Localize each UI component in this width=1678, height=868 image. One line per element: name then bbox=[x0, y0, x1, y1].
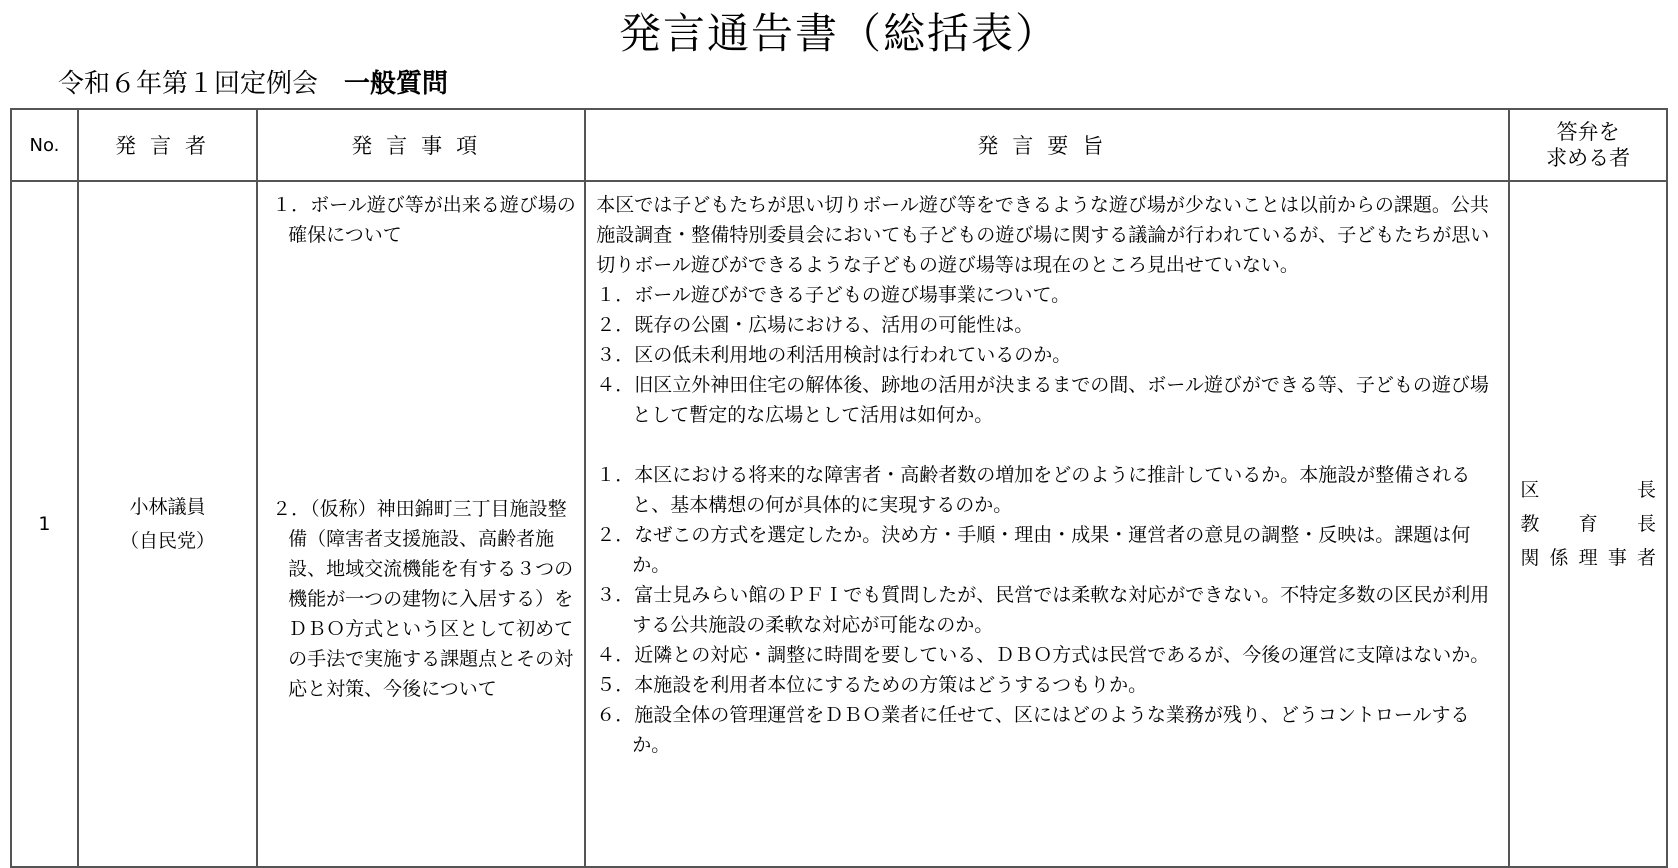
speaker-name: 小林議員 bbox=[129, 496, 206, 518]
header-row bbox=[11, 109, 1667, 181]
summary-point: ４．旧区立外神田住宅の解体後、跡地の活用が決まるまでの間、ボール遊びができる等、子どもの遊び場として暫定的な広場として活用は如何か。 bbox=[596, 374, 1489, 426]
summary-cell bbox=[585, 181, 1509, 867]
notice-table bbox=[10, 108, 1668, 868]
header-summary: 発言要旨 bbox=[585, 109, 1509, 181]
header-no: No. bbox=[11, 109, 78, 181]
summary-point: ２．なぜこの方式を選定したか。決め方・手順・理由・成果・運営者の意見の調整・反映は。課題は何か。 bbox=[596, 524, 1471, 576]
speaker-party: （自民党） bbox=[120, 530, 216, 552]
respondent-officials: 関係理事者 bbox=[1520, 547, 1656, 569]
respondent-superintendent: 教育長 bbox=[1520, 513, 1656, 535]
header-respondent bbox=[1509, 109, 1667, 181]
summary-intro: 本区では子どもたちが思い切りボール遊び等をできるような遊び場が少ないことは以前からの課題。公共施設調査・整備特別委員会においても子どもの遊び場に関する議論が行われているが、子どもたちが思い切りボール遊びができるような子どもの遊び場等は現在のところ見出せていない。 bbox=[596, 194, 1490, 276]
agenda-item-2: ２．（仮称）神田錦町三丁目施設整備（障害者支援施設、高齢者施設、地域交流機能を有する３つの機能が一つの建物に入居する）をＤＢＯ方式という区として初めての手法で実施する課題点とその対応と対策、今後について bbox=[272, 498, 574, 700]
summary-point: ３．区の低未利用地の利活用検討は行われているのか。 bbox=[596, 344, 1072, 366]
header-items: 発言事項 bbox=[257, 109, 585, 181]
summary-block-1 bbox=[596, 190, 1500, 430]
respondent-mayor: 区長 bbox=[1520, 479, 1656, 501]
summary-point: １．ボール遊びができる子どもの遊び場事業について。 bbox=[596, 284, 1071, 306]
summary-point: ３．富士見みらい館のＰＦＩでも質問したが、民営では柔軟な対応ができない。不特定多数の区民が利用する公共施設の柔軟な対応が可能なのか。 bbox=[596, 584, 1490, 636]
summary-block-2 bbox=[596, 460, 1500, 760]
session-heading bbox=[58, 64, 448, 104]
row-number: 1 bbox=[11, 181, 78, 867]
summary-point: ６．施設全体の管理運営をＤＢＯ業者に任せて、区にはどのような業務が残り、どうコントロールするか。 bbox=[596, 704, 1470, 756]
header-respondent-line2: 求める者 bbox=[1546, 146, 1631, 170]
agenda-item-1: １．ボール遊び等が出来る遊び場の確保について bbox=[272, 194, 576, 246]
summary-point: ５．本施設を利用者本位にするための方策はどうするつもりか。 bbox=[596, 674, 1148, 696]
items-cell bbox=[257, 181, 585, 867]
header-speaker: 発言者 bbox=[78, 109, 257, 181]
summary-point: １．本区における将来的な障害者・高齢者数の増加をどのように推計しているか。本施設が整備されると、基本構想の何が具体的に実現するのか。 bbox=[596, 464, 1471, 516]
summary-point: ４．近隣との対応・調整に時間を要している、ＤＢＯ方式は民営であるが、今後の運営に支障はないか。 bbox=[596, 644, 1490, 666]
summary-point: ２．既存の公園・広場における、活用の可能性は。 bbox=[596, 314, 1034, 336]
table-row bbox=[11, 181, 1667, 867]
speaker-cell bbox=[78, 181, 257, 867]
document-title: 発言通告書（総括表） bbox=[618, 9, 1059, 58]
header-respondent-line1: 答弁を bbox=[1556, 120, 1620, 144]
summary-spacer bbox=[596, 430, 1500, 460]
respondent-cell bbox=[1509, 181, 1667, 867]
session-name: 令和６年第１回定例会 bbox=[58, 69, 319, 99]
question-type: 一般質問 bbox=[344, 69, 449, 99]
